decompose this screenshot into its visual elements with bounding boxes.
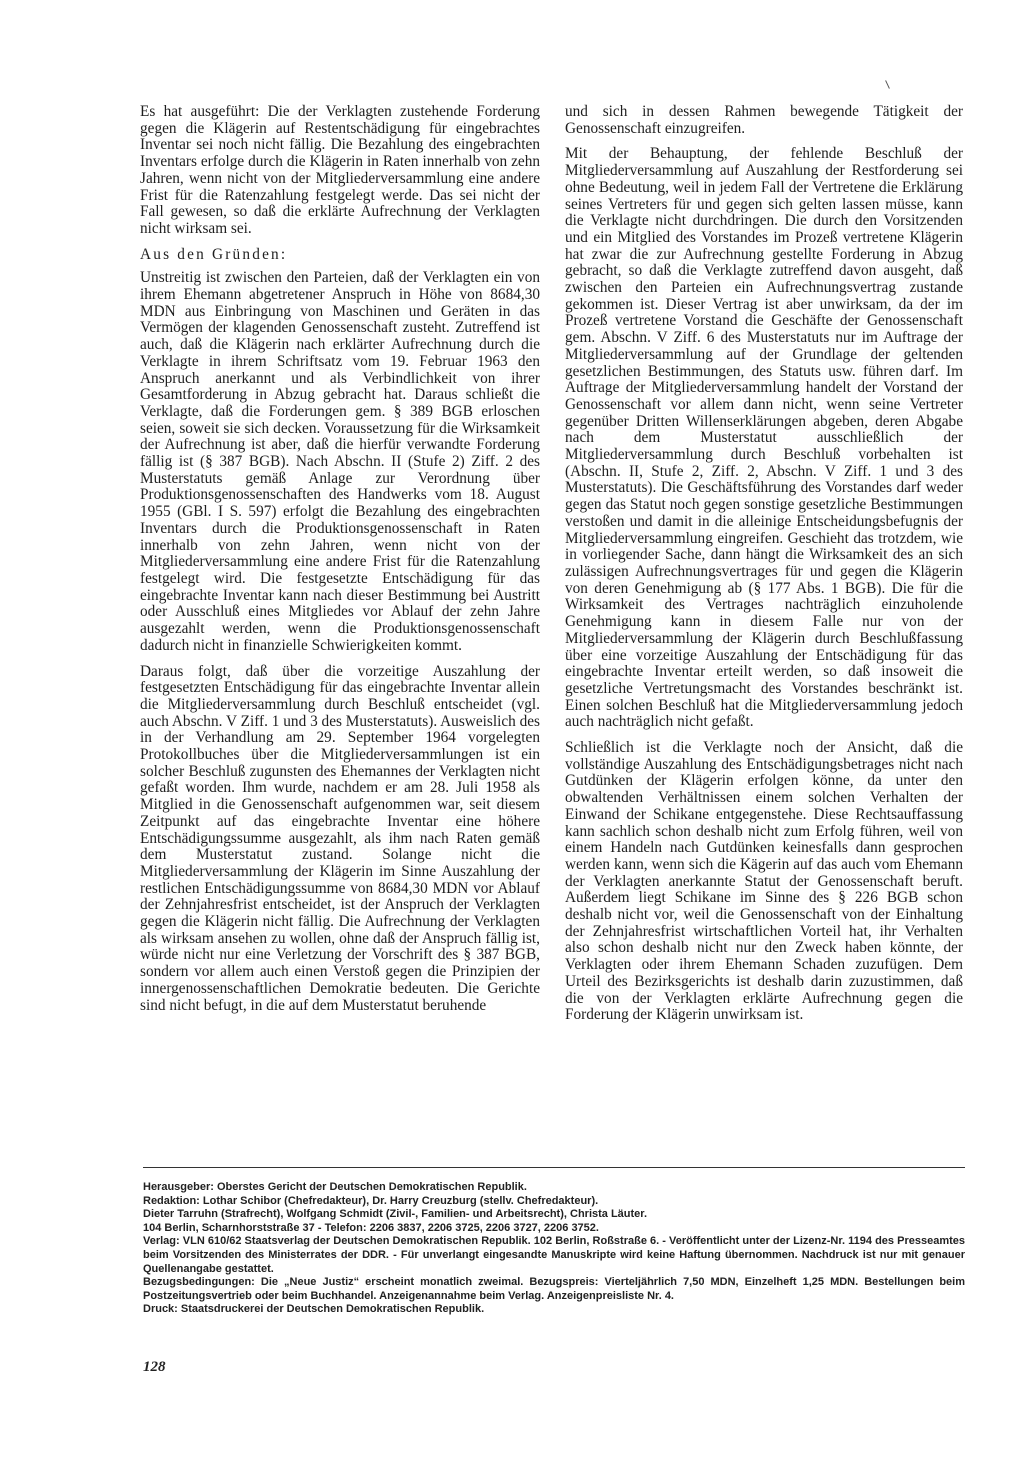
imprint-editors: Dieter Tarruhn (Strafrecht), Wolfgang Schmidt (Zivil-, Familien- und Arbeitsrecht), Christa Läuter. xyxy=(143,1208,648,1221)
paragraph-continuation: und sich in dessen Rahmen bewegende Tätigkeit der Genossenschaft einzugreifen. xyxy=(565,103,963,137)
paragraph-appeal-summary: Es hat ausgeführt: Die der Verklagten zustehende Forderung gegen die Klägerin auf Restentschädigung für eingebrachtes Inventar sei noch nicht fällig. Die Bezahlung des eingebrachten Inventars erfolge durch die Klägerin in Raten innerhalb von zehn Jahren, wenn nicht von der Mitgliederversammlung eine andere Frist für die Ratenzahlung festgelegt werde. Das sei nicht der Fall gewesen, so daß die erklärte Aufrechnung der Verklagten nicht wirksam sei. xyxy=(140,103,540,237)
right-column xyxy=(565,104,963,1024)
imprint-address: 104 Berlin, Scharnhorststraße 37 - Telefon: 2206 3837, 2206 3725, 2206 3727, 2206 3752. xyxy=(143,1221,599,1234)
imprint-publisher: Herausgeber: Oberstes Gericht der Deutschen Demokratischen Republik. xyxy=(143,1181,527,1193)
section-heading: Aus den Gründen: xyxy=(140,245,288,263)
imprint xyxy=(143,1181,965,1317)
imprint-editorial: Redaktion: Lothar Schibor (Chefredakteur), Dr. Harry Creuzburg (stellv. Chefredakteur). xyxy=(143,1194,599,1207)
page-number: 128 xyxy=(143,1359,166,1375)
imprint-publishing: Verlag: VLN 610/62 Staatsverlag der Deutschen Demokratischen Republik. 102 Berlin, Roßstraße 6. - Veröffentlicht unter der Lizenz-Nr. 1194 des Presseamtes beim Vorsitzenden des Ministerrates der DDR. - Für unverlangt eingesandte Manuskripte wird keine Haftung übernommen. Nachdruck ist nur mit genauer Quellenangabe gestattet. xyxy=(143,1235,965,1275)
imprint-divider xyxy=(143,1167,965,1168)
imprint-terms: Bezugsbedingungen: Die „Neue Justiz“ erscheint monatlich zweimal. Bezugspreis: Vierteljährlich 7,50 MDN, Einzelheft 1,25 MDN. Bestellungen beim Postzeitungsvertrieb oder beim Buchhandel. Anzeigenannahme beim Verlag. Anzeigenpreisliste Nr. 4. xyxy=(143,1276,965,1302)
print-speck xyxy=(885,80,890,89)
paragraph-claim: Unstreitig ist zwischen den Parteien, daß der Verklagten ein von ihrem Ehemann abgetretener Anspruch in Höhe von 8684,30 MDN aus Einbringung von Maschinen und Geräten in das Vermögen der klagenden Genossenschaft zusteht. Zutreffend ist auch, daß die Klägerin nach erklärter Aufrechnung durch die Verklagte in ihrem Schriftsatz vom 19. Februar 1963 den Anspruch anerkannt und als Verbindlichkeit von ihrer Gesamtforderung in Abzug gebracht hat. Daraus schließt die Verklagte, daß die Forderungen gem. § 389 BGB erloschen seien, soweit sie sich decken. Voraussetzung für die Wirksamkeit der Aufrechnung ist aber, daß die hierfür verwandte Forderung fällig ist (§ 387 BGB). Nach Abschn. II (Stufe 2) Ziff. 2 des Musterstatuts gemäß Anlage zur Verordnung über Produktionsgenossenschaften des Handwerks vom 18. August 1955 (GBl. I S. 597) erfolgt die Bezahlung des eingebrachten Inventars durch die Produktionsgenossenschaft in Raten innerhalb von zehn Jahren, wenn nicht von der Mitgliederversammlung eine andere Frist für die Ratenzahlung festgelegt wird. Die festgesetzte Entschädigung für das eingebrachte Inventar kann nach dieser Bestimmung bei Austritt oder Ausschluß eines Mitgliedes vor Ablauf der zehn Jahre ausgezahlt werden, wenn die Produktionsgenossenschaft dadurch nicht in finanzielle Schwierigkeiten kommt. xyxy=(140,269,540,654)
paragraph-chicanery: Schließlich ist die Verklagte noch der Ansicht, daß die vollständige Auszahlung des Entschädigungsbetrages nicht nach Gutdünken der Klägerin erfolgen könne, da unter den obwaltenden Verhältnissen einem solchen Verhalten der Einwand der Schikane entgegenstehe. Diese Rechtsauffassung kann sachlich schon deshalb nicht zum Erfolg führen, weil von einem Handeln nach Gutdünken keinesfalls dann gesprochen werden kann, wenn sich die Kägerin auf das auch vom Ehemann der Verklagten anerkannte Statut der Genossenschaft beruft. Außerdem liegt Schikane im Sinne des § 226 BGB schon deshalb nicht vor, weil die Genossenschaft von der Einhaltung der Zehnjahresfrist wirtschaftlichen Vorteil hat, ihr Verhalten also schon deshalb nicht nur den Zweck haben könnte, der Verklagten oder ihrem Ehemann Schaden zuzufügen. Dem Urteil des Bezirksgerichts ist deshalb darin zuzustimmen, daß die von der Verklagten erklärte Aufrechnung gegen die Forderung der Klägerin unwirksam ist. xyxy=(565,739,963,1024)
paragraph-representation: Mit der Behauptung, der fehlende Beschluß der Mitgliederversammlung auf Auszahlung der Restforderung sei ohne Bedeutung, weil in jedem Fall der Vertretene die Erklärung seines Vertreters für und gegen sich gelten lassen müsse, kann die Verklagte nicht durchdringen. Die durch den Vorsitzenden und ein Mitglied des Vorstandes im Prozeß vertretene Klägerin hat zwar die zur Aufrechnung gestellte Forderung in Abzug gebracht, so daß die Verklagte zutreffend davon ausgeht, daß zwischen den Parteien ein Aufrechnungsvertrag zustande gekommen ist. Dieser Vertrag ist aber unwirksam, da der im Prozeß vertretene Vorstand die Geschäfte der Genossenschaft gem. Abschn. V Ziff. 6 des Musterstatuts nur im Auftrage der Mitgliederversammlung auf der Grundlage der geltenden gesetzlichen Bestimmungen, des Statuts usw. führen darf. Im Auftrage der Mitgliederversammlung handelt der Vorstand der Genossenschaft vor allem dann nicht, wenn seine Vertreter gegenüber Dritten Willenserklärungen abgeben, deren Abgabe nach dem Musterstatut ausschließlich der Mitgliederversammlung durch Beschluß vorbehalten ist (Abschn. II, Stufe 2, Ziff. 2, Abschn. V Ziff. 1 und 3 des Musterstatuts). Die Geschäftsführung des Vorstandes darf weder gegen das Statut noch gegen sonstige gesetzliche Bestimmungen verstoßen und damit in die alleinige Entscheidungsbefugnis der Mitgliederversammlung eingreifen. Geschieht das trotzdem, wie in vorliegender Sache, dann hängt die Wirksamkeit des an sich zulässigen Aufrechnungsvertrages für und gegen die Klägerin von deren Genehmigung ab (§ 177 Abs. 1 BGB). Die für die Wirksamkeit des Vertrages nachträglich einzuholende Genehmigung kann in diesem Falle nur von der Mitgliederversammlung der Klägerin durch Beschlußfassung über eine vorzeitige Auszahlung der Entschädigung für das eingebrachte Inventar erteilt werden, so daß insoweit die gesetzliche Vertretungsmacht des Vorstandes beschränkt ist. Einen solchen Beschluß hat die Mitgliederversammlung jedoch auch nachträglich nicht gefaßt. xyxy=(565,145,963,731)
imprint-print: Druck: Staatsdruckerei der Deutschen Demokratischen Republik. xyxy=(143,1303,485,1316)
paragraph-consequence: Daraus folgt, daß über die vorzeitige Auszahlung der festgesetzten Entschädigung für das eingebrachte Inventar allein die Mitgliederversammlung durch Beschluß entscheidet (vgl. auch Abschn. V Ziff. 1 und 3 des Musterstatuts). Ausweislich des in der Verhandlung am 29. September 1964 vorgelegten Protokollbuches über die Mitgliederversammlungen ist ein solcher Beschluß zugunsten des Ehemannes der Verklagten nicht gefaßt worden. Ihm wurde, nachdem er am 28. Juli 1958 als Mitglied in die Genossenschaft aufgenommen war, seit diesem Zeitpunkt auf das eingebrachte Inventar eine höhere Entschädigungssumme ausgezahlt, als ihm nach Raten gemäß dem Musterstatut zustand. Solange nicht die Mitgliederversammlung der Klägerin im Sinne Auszahlung der restlichen Entschädigungssumme von 8684,30 MDN vor Ablauf der Zehnjahresfrist entscheidet, ist der Anspruch der Verklagten gegen die Klägerin nicht fällig. Die Aufrechnung der Verklagten als wirksam ansehen zu wollen, ohne daß der Anspruch fällig ist, würde nicht nur eine Verletzung der Vorschrift des § 387 BGB, sondern vor allem auch einen Verstoß gegen die Prinzipien der innergenossenschaftlichen Demokratie bedeuten. Die Gerichte sind nicht befugt, in die auf dem Musterstatut beruhende xyxy=(140,662,540,1014)
left-column xyxy=(140,104,540,1014)
